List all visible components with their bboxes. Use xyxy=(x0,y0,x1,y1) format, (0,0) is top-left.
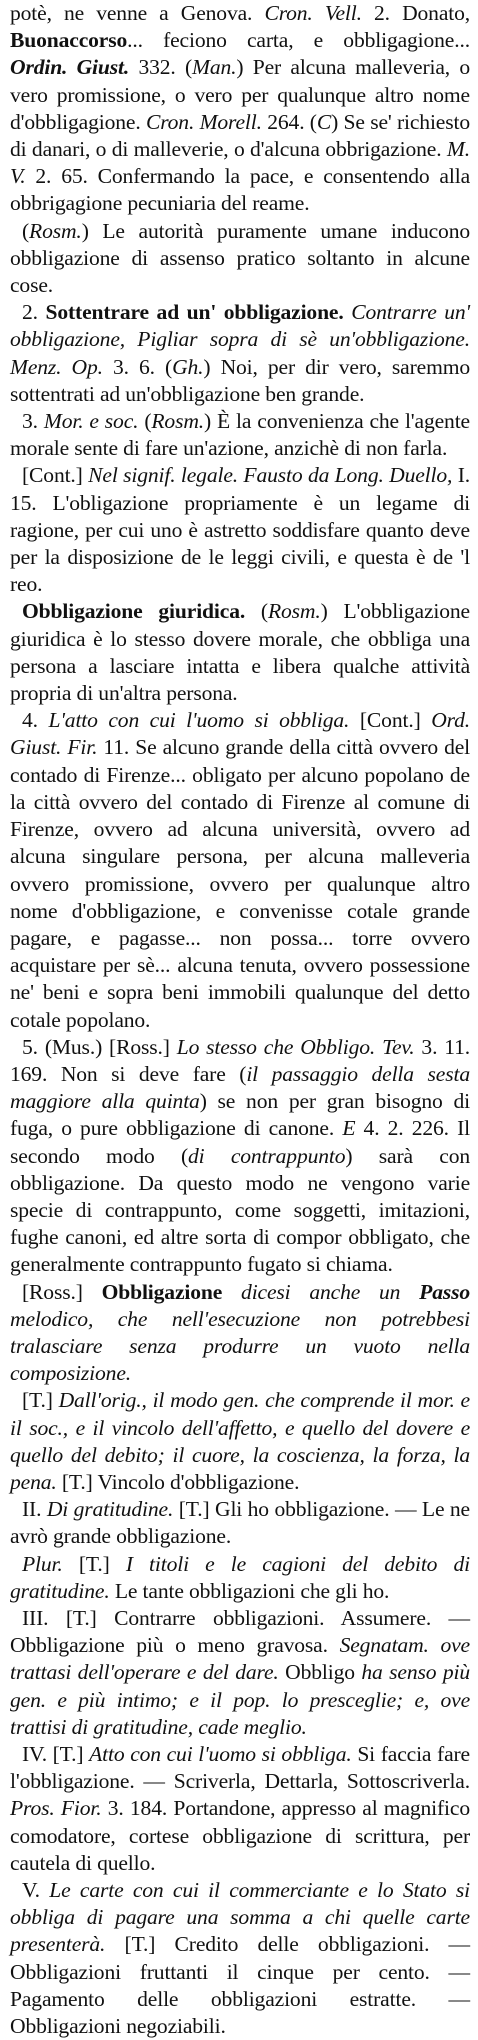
text-run: Atto con cui l'uomo si obbliga. xyxy=(89,1742,352,1766)
entry-paragraph xyxy=(10,707,470,1033)
text-run: Cron. Vell. xyxy=(264,1,362,25)
text-run: [T.] xyxy=(22,1388,59,1413)
text-run: Pros. Fior. xyxy=(10,1796,102,1821)
entry-paragraph xyxy=(10,1741,470,1877)
entry-paragraph xyxy=(10,0,470,218)
text-run: Obbligazione giuridica. xyxy=(22,599,246,624)
text-run: il passaggio della sesta maggiore alla quinta xyxy=(10,1061,470,1114)
text-run: Si faccia fare l'obbligazione. — Scriverla, Dettarla, Sottoscriverla. xyxy=(10,1742,470,1794)
entry-paragraph xyxy=(10,408,470,462)
text-run: 3. 184. Portandone, appresso al magnifico comodatore, cortese obbligazione di scrittura, per cautela di quello. xyxy=(10,1796,470,1875)
text-run: [T.] Gli ho obbligazione. — Le ne avrò grande obbligazione. xyxy=(10,1497,470,1549)
text-run: Rosm. xyxy=(151,409,205,434)
text-run: [T.] Credito delle obbligazioni. — Obbligazioni fruttanti il cinque per cento. — Pagamento delle obbligazioni estratte. — Obbligazioni negoziabili. xyxy=(10,1932,470,2039)
text-run: Ord. Giust. Fir. xyxy=(10,708,470,760)
text-run: II. xyxy=(22,1497,47,1522)
text-run: [Cont.] xyxy=(349,708,432,733)
text-run: ) se non per gran bisogno di fuga, o pure obbligazione di canone. xyxy=(10,1089,470,1141)
text-run: L'atto con cui l'uomo si obbliga. xyxy=(48,708,350,733)
text-run: Passo xyxy=(419,1279,471,1304)
text-run: [T.] Vincolo d'obbligazione. xyxy=(56,1469,300,1494)
text-run: ( xyxy=(245,599,268,624)
text-run: Obbligo xyxy=(278,1660,362,1685)
text-run: 2. 65. Confermando la pace, e consentendo alla obbrigagione pecuniaria del reame. xyxy=(10,164,470,216)
text-run: Segnatam. ove trattasi dell'operare e del dare. xyxy=(10,1633,470,1685)
text-run: Sottentrare ad un' obbligazione. xyxy=(45,300,344,325)
entry-paragraph xyxy=(10,1496,470,1550)
text-run: potè, ne venne a Genova. xyxy=(10,1,265,25)
text-run: 2. Donato, xyxy=(361,1,470,25)
text-run: Plur. xyxy=(22,1551,63,1576)
entry-paragraph xyxy=(10,598,470,707)
text-run: Di gratitudine. xyxy=(46,1497,174,1522)
text-run: ) Noi, per dir vero, saremmo sottentrati ad un'obbligazione ben grande. xyxy=(10,354,471,406)
text-run: C xyxy=(316,109,332,134)
text-run: ) sarà con obbligazione. Da questo modo ne vengono varie specie di contrappunto, come soggetti, imitazioni, fughe canoni, ed altre sorta di compor obbligato, che generalmente contrappunto fugato si chiama. xyxy=(10,1143,470,1277)
text-run: ) Le autorità puramente umane inducono obbligazione di assenso pratico soltanto in alcune cose. xyxy=(10,218,470,298)
text-run: Mor. e soc. xyxy=(43,409,139,434)
text-run: Le carte con cui il commerciante e lo Stato si obbliga di pagare una somma a chi quelle carte presenterà. xyxy=(10,1878,470,1957)
text-run: 332. ( xyxy=(129,55,192,80)
text-run: 2. xyxy=(22,300,46,325)
text-run: IV. [T.] xyxy=(22,1742,90,1766)
text-run: Lo stesso che Obbligo. Tev. xyxy=(176,1034,415,1059)
text-run: ) Per alcuna malleveria, o vero promissione, o vero per qualunque altro nome d'obbligagione. xyxy=(10,55,470,134)
entry-paragraph xyxy=(10,462,470,598)
text-run: Cron. Morell. xyxy=(145,109,262,134)
text-run: Nel signif. legale. Fausto da Long. Duello, xyxy=(88,463,453,488)
text-run: M. V. xyxy=(10,137,470,189)
text-run: melodico, che nell'esecuzione non potrebbesi tralasciare senza produrre un vuoto nella composizione. xyxy=(10,1306,470,1386)
text-run: 5. (Mus.) [Ross.] xyxy=(22,1034,177,1059)
entry-paragraph xyxy=(10,1279,470,1388)
text-run: Dall'orig., il modo gen. che comprende il mor. e il soc., e il vincolo dell'affetto, e quello del dovere e quello del debito; il cuore, la coscienza, la forza, la pena. xyxy=(10,1388,470,1494)
entry-paragraph xyxy=(10,218,470,300)
entry-paragraph xyxy=(10,1551,470,1605)
text-run: [Ross.] xyxy=(22,1279,102,1304)
text-run: [T.] xyxy=(62,1551,126,1576)
text-run: 4. 2. 226. Il secondo modo ( xyxy=(10,1116,470,1168)
text-run: I. 15. L'obligazione propriamente è un legame di ragione, per cui uno è astretto soddisfare quanto deve per la disposizione de le leggi civili, e questa è de 'l reo. xyxy=(10,463,470,597)
text-run: [Cont.] xyxy=(22,463,89,488)
text-run: Contrarre un' obbligazione, Pigliar sopra di sè un'obbligazione. Menz. Op. xyxy=(10,300,470,379)
text-run xyxy=(400,1280,419,1304)
text-run: ) È la convenienza che l'agente morale sente di fare un'azione, anzichè di non farla. xyxy=(10,409,470,461)
text-run: ... feciono carta, e obbligagione... xyxy=(127,28,470,53)
text-run: 4. xyxy=(22,708,49,733)
entry-paragraph xyxy=(10,1605,470,1741)
entry-paragraph xyxy=(10,1387,470,1496)
entry-paragraph xyxy=(10,1877,470,2040)
text-run: I titoli e le cagioni del debito di gratitudine. xyxy=(10,1551,471,1603)
text-run: dicesi anche un xyxy=(241,1279,401,1304)
text-run: ( xyxy=(22,218,30,243)
text-run: Rosm. xyxy=(267,599,321,624)
text-run: ha senso più gen. e più intimo; e il pop. lo presceglie; e, ove trattisi di gratitudine, cade meglio. xyxy=(10,1660,471,1739)
text-run: Obbligazione xyxy=(101,1279,223,1304)
text-run: III. [T.] Contrarre obbligazioni. Assumere. — Obbligazione più o meno gravosa. xyxy=(10,1605,470,1658)
text-run: 264. ( xyxy=(261,109,317,134)
text-run xyxy=(222,1280,241,1304)
text-run: Le tante obbligazioni che gli ho. xyxy=(109,1578,390,1603)
text-run: ) L'obbligazione giuridica è lo stesso dovere morale, che obbliga una persona a lasciare intatta e libera qualche attività propria di un'altra persona. xyxy=(10,599,470,706)
entry-paragraph xyxy=(10,299,470,408)
text-run: E xyxy=(342,1116,356,1141)
text-run: Gh. xyxy=(172,354,204,379)
text-run: ) Se se' richiesto di danari, o di malleverie, o d'alcuna obbrigazione. xyxy=(10,109,470,162)
text-run: di contrappunto xyxy=(188,1143,346,1168)
text-run: 3. xyxy=(22,409,44,434)
text-run: 11. Se alcuno grande della città ovvero del contado di Firenze... obligato per alcuno popolano de la città ovvero del contado di Firenze al comune di Firenze, ovvero ad alcuna università, ovvero ad alcuna singulare persona, per alcuna malleveria ovvero promissione, ovvero per qualunque altro nome d'obbligazione, e convenisse cotale grande pagare, e pagasse... non possa... torre ovvero acquistare per sè... alcuna tenuta, ovvero possessione ne' beni e sopra beni immobili qualunque del detto cotale popolano. xyxy=(10,735,471,1032)
text-run: Buonaccorso xyxy=(10,28,128,53)
entry-paragraph xyxy=(10,1034,470,1279)
text-run: 3. 11. 169. Non si deve fare ( xyxy=(10,1034,470,1086)
text-run: Rosm. xyxy=(29,218,82,243)
text-run: Man. xyxy=(192,55,237,80)
text-run: Ordin. Giust. xyxy=(10,55,130,80)
text-run: V. xyxy=(22,1878,50,1903)
text-run: ( xyxy=(138,409,152,434)
text-run: 3. 6. ( xyxy=(102,354,173,379)
